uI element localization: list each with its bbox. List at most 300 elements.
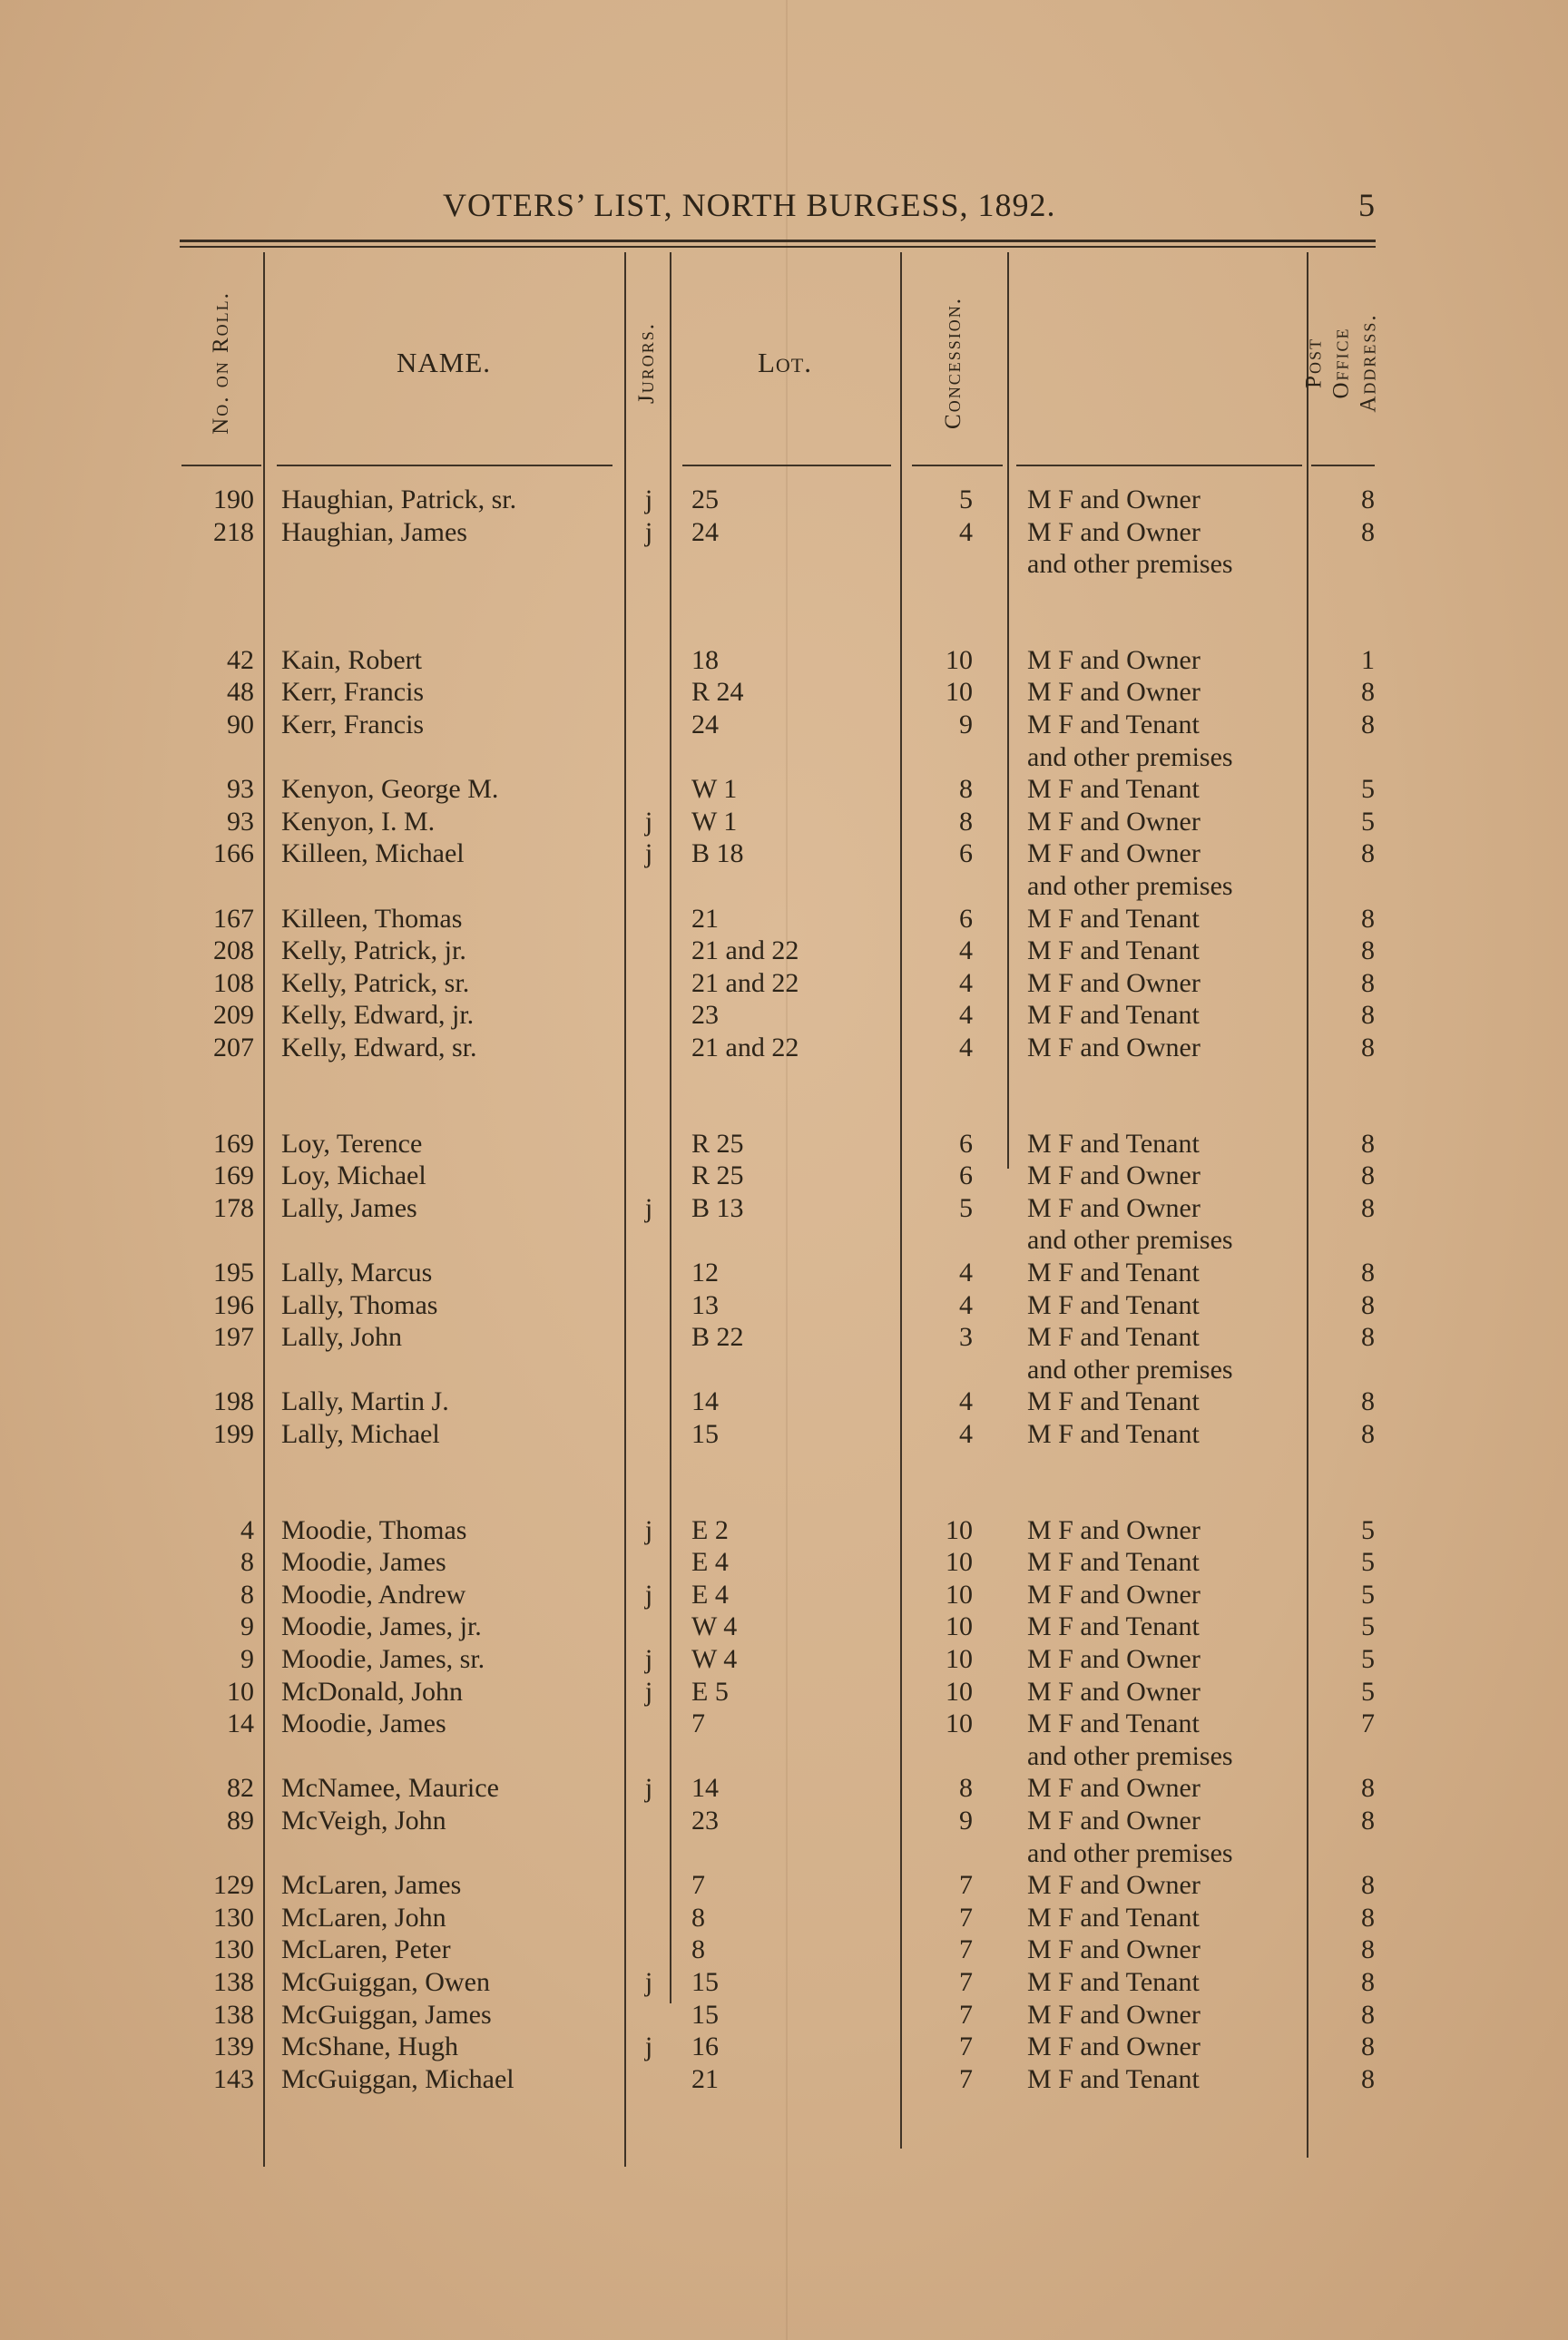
table-row <box>0 516 1568 549</box>
concession-cell: 4 <box>959 1419 973 1449</box>
name-cell: Haughian, Patrick, sr. <box>281 485 517 514</box>
roll-number-cell: 8 <box>240 1579 254 1610</box>
post-office-cell: 8 <box>1361 1128 1375 1159</box>
lot-cell: B 22 <box>691 1322 744 1353</box>
table-row <box>0 1385 1568 1418</box>
name-cell: McLaren, Peter <box>281 1934 451 1965</box>
lot-cell: W 4 <box>691 1644 738 1674</box>
name-cell: McLaren, John <box>281 1902 446 1933</box>
lot-cell: 21 <box>691 2063 719 2094</box>
table-row <box>0 999 1568 1032</box>
concession-cell: 10 <box>946 1611 973 1642</box>
table-row-continuation <box>0 741 1568 774</box>
roll-number-cell: 108 <box>213 967 254 998</box>
roll-number-cell: 90 <box>227 710 254 739</box>
post-office-cell: 8 <box>1361 1000 1375 1031</box>
roll-number-cell: 93 <box>227 806 254 837</box>
table-row <box>0 935 1568 967</box>
table-row <box>0 1869 1568 1902</box>
juror-cell: j <box>644 1514 653 1545</box>
juror-cell: j <box>644 806 653 837</box>
name-cell: Kelly, Patrick, sr. <box>281 967 470 998</box>
qualification-cell: and other premises <box>1027 741 1233 772</box>
lot-cell: 8 <box>691 1934 705 1965</box>
concession-cell: 5 <box>959 485 973 514</box>
lot-cell: 12 <box>691 1258 719 1287</box>
qualification-cell: M F and Tenant <box>1027 935 1200 966</box>
concession-cell: 10 <box>946 1547 973 1578</box>
name-cell: Moodie, James <box>281 1547 446 1578</box>
roll-number-cell: 10 <box>227 1676 254 1707</box>
lot-cell: 15 <box>691 1419 719 1449</box>
lot-cell: B 13 <box>691 1192 744 1223</box>
post-office-cell: 1 <box>1361 644 1375 675</box>
column-header-qualification <box>1009 259 1305 467</box>
concession-cell: 10 <box>946 1676 973 1707</box>
qualification-cell: M F and Tenant <box>1027 1322 1200 1353</box>
concession-cell: 7 <box>959 1934 973 1965</box>
qualification-cell: and other premises <box>1027 871 1233 901</box>
qualification-cell: M F and Tenant <box>1027 710 1200 739</box>
table-row-continuation <box>0 1354 1568 1386</box>
table-row <box>0 1772 1568 1805</box>
lot-cell: 16 <box>691 2032 719 2062</box>
post-office-cell: 8 <box>1361 1870 1375 1901</box>
qualification-cell: M F and Tenant <box>1027 1000 1200 1031</box>
table-row <box>0 1805 1568 1837</box>
name-cell: Lally, Michael <box>281 1419 440 1449</box>
table-row <box>0 1257 1568 1289</box>
lot-cell: B 18 <box>691 838 744 869</box>
table-row <box>0 1611 1568 1643</box>
name-cell: Kenyon, George M. <box>281 774 499 805</box>
name-cell: McShane, Hugh <box>281 2032 458 2062</box>
lot-cell: 7 <box>691 1870 705 1901</box>
roll-number-cell: 129 <box>213 1870 254 1901</box>
column-header-jurors: Jurors. <box>634 322 659 404</box>
concession-cell: 8 <box>959 806 973 837</box>
table-row <box>0 1032 1568 1064</box>
table-row <box>0 1128 1568 1160</box>
name-cell: Kelly, Edward, jr. <box>281 1000 475 1031</box>
concession-cell: 3 <box>959 1322 973 1353</box>
name-cell: Haughian, James <box>281 516 467 547</box>
juror-cell: j <box>644 516 653 547</box>
concession-cell: 5 <box>959 1192 973 1223</box>
post-office-cell: 8 <box>1361 1806 1375 1836</box>
name-cell: McGuiggan, Michael <box>281 2063 514 2094</box>
table-row <box>0 1321 1568 1354</box>
concession-cell: 7 <box>959 1870 973 1901</box>
lot-cell: W 4 <box>691 1611 738 1642</box>
roll-number-cell: 143 <box>213 2063 254 2094</box>
concession-cell: 4 <box>959 1289 973 1320</box>
concession-cell: 8 <box>959 774 973 805</box>
header-underline-roll <box>181 465 261 466</box>
name-cell: McGuiggan, Owen <box>281 1967 490 1997</box>
page-number: 5 <box>1358 187 1376 223</box>
qualification-cell: M F and Tenant <box>1027 1547 1200 1578</box>
qualification-cell: M F and Tenant <box>1027 1258 1200 1287</box>
juror-cell: j <box>644 1967 653 1997</box>
concession-cell: 6 <box>959 1128 973 1159</box>
table-row-continuation <box>0 548 1568 581</box>
qualification-cell: M F and Tenant <box>1027 1128 1200 1159</box>
lot-cell: 24 <box>691 710 719 739</box>
post-office-cell: 8 <box>1361 710 1375 739</box>
roll-number-cell: 208 <box>213 935 254 966</box>
name-cell: Loy, Michael <box>281 1160 426 1191</box>
concession-cell: 10 <box>946 1514 973 1545</box>
name-cell: Kelly, Patrick, jr. <box>281 935 466 966</box>
lot-cell: E 2 <box>691 1514 729 1545</box>
roll-number-cell: 166 <box>213 838 254 869</box>
post-office-cell: 8 <box>1361 1934 1375 1965</box>
qualification-cell: M F and Owner <box>1027 1806 1200 1836</box>
roll-number-cell: 167 <box>213 903 254 934</box>
qualification-cell: M F and Owner <box>1027 1999 1200 2030</box>
table-row-continuation <box>0 1837 1568 1870</box>
table-row <box>0 1192 1568 1225</box>
lot-cell: 18 <box>691 644 719 675</box>
name-cell: McLaren, James <box>281 1870 462 1901</box>
concession-cell: 4 <box>959 1033 973 1062</box>
post-office-cell: 8 <box>1361 2032 1375 2062</box>
roll-number-cell: 9 <box>240 1611 254 1642</box>
concession-cell: 4 <box>959 967 973 998</box>
concession-cell: 4 <box>959 516 973 547</box>
roll-number-cell: 14 <box>227 1708 254 1739</box>
qualification-cell: M F and Owner <box>1027 1676 1200 1707</box>
qualification-cell: M F and Owner <box>1027 838 1200 869</box>
roll-number-cell: 195 <box>213 1258 254 1287</box>
header-underline-post-office <box>1311 465 1375 466</box>
name-cell: Kerr, Francis <box>281 710 425 739</box>
juror-cell: j <box>644 838 653 869</box>
post-office-cell: 5 <box>1361 774 1375 805</box>
concession-cell: 6 <box>959 838 973 869</box>
roll-number-cell: 218 <box>213 516 254 547</box>
post-office-cell: 8 <box>1361 1033 1375 1062</box>
concession-cell: 10 <box>946 1579 973 1610</box>
concession-cell: 7 <box>959 1999 973 2030</box>
concession-cell: 10 <box>946 1644 973 1674</box>
qualification-cell: M F and Owner <box>1027 1773 1200 1804</box>
post-office-cell: 8 <box>1361 967 1375 998</box>
name-cell: Lally, Thomas <box>281 1289 438 1320</box>
header-underline-name <box>277 465 612 466</box>
column-header-post-office: Post Office Address. <box>1302 313 1382 413</box>
qualification-cell: M F and Owner <box>1027 516 1200 547</box>
qualification-cell: and other premises <box>1027 1740 1233 1771</box>
table-row-continuation <box>0 1224 1568 1257</box>
name-cell: McDonald, John <box>281 1676 463 1707</box>
table-row <box>0 1708 1568 1740</box>
post-office-cell: 8 <box>1361 1289 1375 1320</box>
concession-cell: 7 <box>959 2032 973 2062</box>
qualification-cell: M F and Tenant <box>1027 1289 1200 1320</box>
name-cell: Moodie, James, sr. <box>281 1644 485 1674</box>
table-row <box>0 1676 1568 1708</box>
qualification-cell: M F and Owner <box>1027 1160 1200 1191</box>
name-cell: Lally, James <box>281 1192 417 1223</box>
qualification-cell: M F and Tenant <box>1027 1386 1200 1417</box>
table-row-continuation <box>0 870 1568 903</box>
qualification-cell: and other premises <box>1027 1837 1233 1868</box>
name-cell: McVeigh, John <box>281 1806 446 1836</box>
post-office-cell: 8 <box>1361 2063 1375 2094</box>
qualification-cell: M F and Owner <box>1027 967 1200 998</box>
table-row <box>0 1902 1568 1934</box>
table-row <box>0 2063 1568 2096</box>
post-office-cell: 8 <box>1361 1160 1375 1191</box>
post-office-cell: 8 <box>1361 1258 1375 1287</box>
post-office-cell: 5 <box>1361 1644 1375 1674</box>
table-row <box>0 2031 1568 2063</box>
post-office-cell: 8 <box>1361 1386 1375 1417</box>
lot-cell: 14 <box>691 1773 719 1804</box>
lot-cell: W 1 <box>691 774 738 805</box>
concession-cell: 6 <box>959 903 973 934</box>
table-row <box>0 1579 1568 1611</box>
name-cell: Lally, John <box>281 1322 403 1353</box>
post-office-cell: 5 <box>1361 1514 1375 1545</box>
qualification-cell: M F and Owner <box>1027 806 1200 837</box>
lot-cell: 21 and 22 <box>691 935 799 966</box>
lot-cell: 13 <box>691 1289 719 1320</box>
post-office-cell: 8 <box>1361 1419 1375 1449</box>
post-office-cell: 8 <box>1361 516 1375 547</box>
lot-cell: 21 and 22 <box>691 967 799 998</box>
roll-number-cell: 42 <box>227 644 254 675</box>
juror-cell: j <box>644 485 653 514</box>
lot-cell: 23 <box>691 1806 719 1836</box>
name-cell: Kerr, Francis <box>281 677 425 708</box>
table-row <box>0 1999 1568 2032</box>
table-row <box>0 484 1568 516</box>
juror-cell: j <box>644 2032 653 2062</box>
roll-number-cell: 209 <box>213 1000 254 1031</box>
concession-cell: 8 <box>959 1773 973 1804</box>
lot-cell: 15 <box>691 1999 719 2030</box>
lot-cell: 21 <box>691 903 719 934</box>
roll-number-cell: 9 <box>240 1644 254 1674</box>
name-cell: Lally, Marcus <box>281 1258 433 1287</box>
header-rule-secondary <box>180 246 1376 248</box>
roll-number-cell: 89 <box>227 1806 254 1836</box>
qualification-cell: M F and Tenant <box>1027 903 1200 934</box>
post-office-cell: 8 <box>1361 1773 1375 1804</box>
post-office-cell: 8 <box>1361 485 1375 514</box>
roll-number-cell: 190 <box>213 485 254 514</box>
qualification-cell: M F and Owner <box>1027 1579 1200 1610</box>
juror-cell: j <box>644 1644 653 1674</box>
table-row <box>0 903 1568 935</box>
column-header-concession: Concession. <box>941 297 965 429</box>
column-header-roll: No. on Roll. <box>209 291 233 435</box>
name-cell: Moodie, Thomas <box>281 1514 467 1545</box>
table-row <box>0 709 1568 741</box>
name-cell: McNamee, Maurice <box>281 1773 499 1804</box>
table-row-continuation <box>0 1740 1568 1773</box>
header-rule <box>180 240 1376 242</box>
qualification-cell: M F and Owner <box>1027 1192 1200 1223</box>
lot-cell: 25 <box>691 485 719 514</box>
lot-cell: 15 <box>691 1967 719 1997</box>
qualification-cell: M F and Owner <box>1027 1033 1200 1062</box>
name-cell: Killeen, Michael <box>281 838 465 869</box>
concession-cell: 4 <box>959 935 973 966</box>
qualification-cell: M F and Owner <box>1027 1644 1200 1674</box>
table-row <box>0 1934 1568 1966</box>
concession-cell: 7 <box>959 1902 973 1933</box>
table-row <box>0 773 1568 806</box>
qualification-cell: M F and Owner <box>1027 677 1200 708</box>
concession-cell: 9 <box>959 710 973 739</box>
juror-cell: j <box>644 1773 653 1804</box>
table-row <box>0 1418 1568 1451</box>
roll-number-cell: 93 <box>227 774 254 805</box>
lot-cell: R 25 <box>691 1128 744 1159</box>
name-cell: Kain, Robert <box>281 644 422 675</box>
qualification-cell: M F and Tenant <box>1027 1902 1200 1933</box>
qualification-cell: M F and Owner <box>1027 1934 1200 1965</box>
roll-number-cell: 196 <box>213 1289 254 1320</box>
table-row <box>0 1289 1568 1322</box>
name-cell: Lally, Martin J. <box>281 1386 449 1417</box>
name-cell: Kelly, Edward, sr. <box>281 1033 477 1062</box>
roll-number-cell: 169 <box>213 1128 254 1159</box>
qualification-cell: and other premises <box>1027 1225 1233 1256</box>
lot-cell: E 5 <box>691 1676 729 1707</box>
juror-cell: j <box>644 1579 653 1610</box>
post-office-cell: 8 <box>1361 1902 1375 1933</box>
page-header <box>0 186 1568 231</box>
qualification-cell: M F and Owner <box>1027 485 1200 514</box>
concession-cell: 6 <box>959 1160 973 1191</box>
table-row <box>0 1514 1568 1547</box>
roll-number-cell: 8 <box>240 1547 254 1578</box>
table-row <box>0 644 1568 677</box>
concession-cell: 4 <box>959 1386 973 1417</box>
table-row <box>0 676 1568 709</box>
lot-cell: 21 and 22 <box>691 1033 799 1062</box>
lot-cell: 7 <box>691 1708 705 1739</box>
concession-cell: 9 <box>959 1806 973 1836</box>
concession-cell: 10 <box>946 644 973 675</box>
column-header-lot: Lot. <box>757 347 812 378</box>
table-row <box>0 967 1568 1000</box>
table-row <box>0 1643 1568 1676</box>
concession-cell: 4 <box>959 1000 973 1031</box>
post-office-cell: 8 <box>1361 677 1375 708</box>
name-cell: Loy, Terence <box>281 1128 423 1159</box>
juror-cell: j <box>644 1192 653 1223</box>
roll-number-cell: 199 <box>213 1419 254 1449</box>
lot-cell: W 1 <box>691 806 738 837</box>
qualification-cell: M F and Tenant <box>1027 1611 1200 1642</box>
roll-number-cell: 139 <box>213 2032 254 2062</box>
table-row <box>0 1546 1568 1579</box>
post-office-cell: 8 <box>1361 1999 1375 2030</box>
name-cell: McGuiggan, James <box>281 1999 492 2030</box>
name-cell: Kenyon, I. M. <box>281 806 436 837</box>
lot-cell: 24 <box>691 516 719 547</box>
table-row <box>0 1966 1568 1999</box>
qualification-cell: M F and Tenant <box>1027 774 1200 805</box>
qualification-cell: M F and Owner <box>1027 1514 1200 1545</box>
qualification-cell: and other premises <box>1027 1354 1233 1385</box>
post-office-cell: 5 <box>1361 1676 1375 1707</box>
roll-number-cell: 207 <box>213 1033 254 1062</box>
lot-cell: 23 <box>691 1000 719 1031</box>
qualification-cell: M F and Owner <box>1027 2032 1200 2062</box>
roll-number-cell: 178 <box>213 1192 254 1223</box>
post-office-cell: 8 <box>1361 935 1375 966</box>
post-office-cell: 5 <box>1361 1611 1375 1642</box>
juror-cell: j <box>644 1676 653 1707</box>
roll-number-cell: 138 <box>213 1999 254 2030</box>
post-office-cell: 5 <box>1361 806 1375 837</box>
concession-cell: 10 <box>946 1708 973 1739</box>
name-cell: Moodie, James <box>281 1708 446 1739</box>
concession-cell: 4 <box>959 1258 973 1287</box>
roll-number-cell: 198 <box>213 1386 254 1417</box>
header-underline-lot <box>682 465 891 466</box>
qualification-cell: and other premises <box>1027 549 1233 580</box>
post-office-cell: 7 <box>1361 1708 1375 1739</box>
post-office-cell: 8 <box>1361 1192 1375 1223</box>
name-cell: Moodie, Andrew <box>281 1579 466 1610</box>
concession-cell: 7 <box>959 1967 973 1997</box>
roll-number-cell: 197 <box>213 1322 254 1353</box>
post-office-cell: 5 <box>1361 1579 1375 1610</box>
post-office-cell: 8 <box>1361 903 1375 934</box>
lot-cell: R 25 <box>691 1160 744 1191</box>
lot-cell: E 4 <box>691 1547 729 1578</box>
roll-number-cell: 4 <box>240 1514 254 1545</box>
table-row <box>0 1160 1568 1192</box>
post-office-cell: 8 <box>1361 1322 1375 1353</box>
roll-number-cell: 82 <box>227 1773 254 1804</box>
name-cell: Moodie, James, jr. <box>281 1611 482 1642</box>
lot-cell: 8 <box>691 1902 705 1933</box>
lot-cell: E 4 <box>691 1579 729 1610</box>
lot-cell: 14 <box>691 1386 719 1417</box>
page-title: VOTERS’ LIST, NORTH BURGESS, 1892. <box>443 187 1056 223</box>
qualification-cell: M F and Tenant <box>1027 1708 1200 1739</box>
concession-cell: 7 <box>959 2063 973 2094</box>
qualification-cell: M F and Owner <box>1027 644 1200 675</box>
lot-cell: R 24 <box>691 677 744 708</box>
table-row <box>0 837 1568 870</box>
name-cell: Killeen, Thomas <box>281 903 463 934</box>
post-office-cell: 5 <box>1361 1547 1375 1578</box>
qualification-cell: M F and Tenant <box>1027 1967 1200 1997</box>
header-underline-concession <box>912 465 1003 466</box>
qualification-cell: M F and Tenant <box>1027 1419 1200 1449</box>
table-row <box>0 806 1568 838</box>
concession-cell: 10 <box>946 677 973 708</box>
roll-number-cell: 138 <box>213 1967 254 1997</box>
post-office-cell: 8 <box>1361 838 1375 869</box>
roll-number-cell: 48 <box>227 677 254 708</box>
roll-number-cell: 130 <box>213 1934 254 1965</box>
roll-number-cell: 130 <box>213 1902 254 1933</box>
qualification-cell: M F and Owner <box>1027 1870 1200 1901</box>
column-header-name: NAME. <box>396 347 492 378</box>
qualification-cell: M F and Tenant <box>1027 2063 1200 2094</box>
